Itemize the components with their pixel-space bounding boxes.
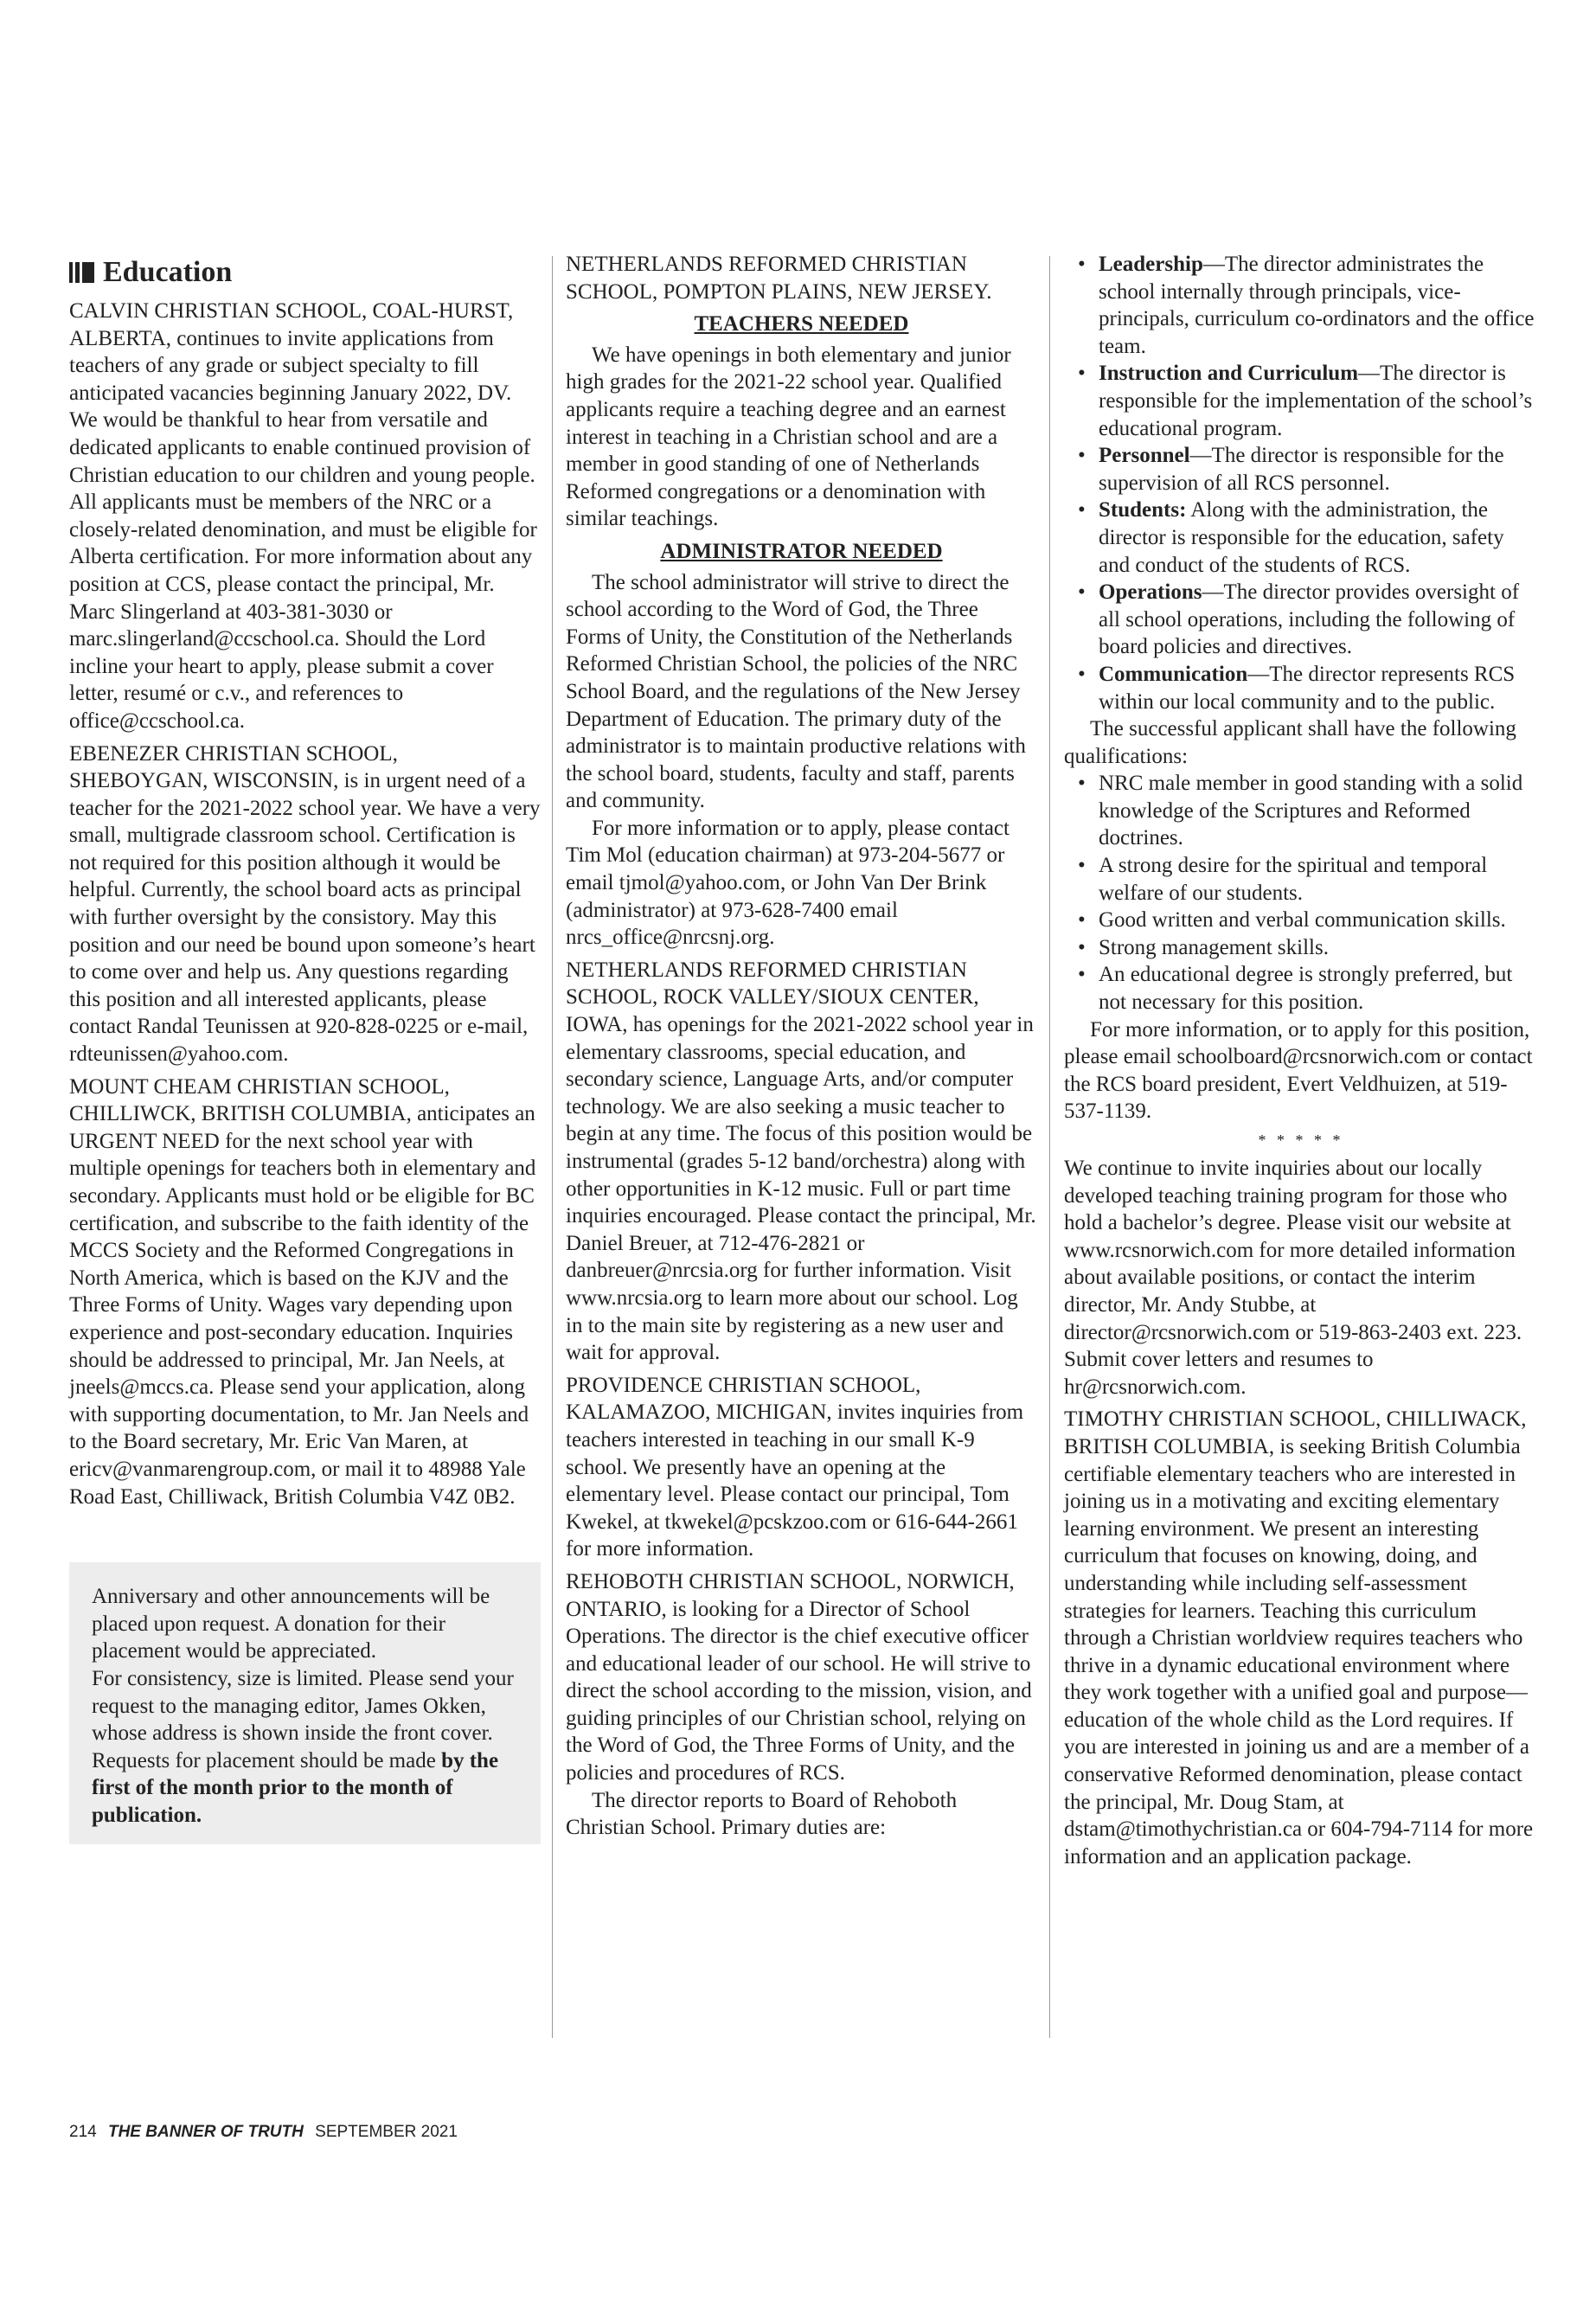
administrator-contact: For more information or to apply, please contact Tim Mol (education chairman) at 973-204-5677 or email tjmol@yahoo.com, or John Van Der Brink (administrator) at 973-628-7400 email nrcs_office@nrcsnj.org. [566,816,1010,950]
publication-title: THE BANNER OF TRUTH [107,2123,304,2141]
section-title: Education [103,256,233,288]
page-footer [69,2123,458,2142]
section-header [69,256,541,289]
qualification-item: • A strong desire for the spiritual and temporal welfare of our students. [1078,852,1538,907]
duty-item: • Operations—The director provides oversight of all school operations, including the following of board policies and directives. [1078,579,1538,661]
qualification-item: • An educational degree is strongly preferred, but not necessary for this position. [1078,961,1538,1016]
rehoboth-contact: For more information, or to apply for this position, please email schoolboard@rcsnorwich.com or contact the RCS board president, Evert Veldhuizen, at 519-537-1139. [1064,1017,1533,1124]
duty-item: • Communication—The director represents RCS within our local community and to the public. [1078,661,1538,715]
ad-timothy-christian: TIMOTHY CHRISTIAN SCHOOL, CHILLIWACK, BRITISH COLUMBIA, is seeking British Columbia certifiable elementary teachers who are interested in joining us in a motivating and exciting elementary learning environment. We present an interesting curriculum that focuses on knowing, doing, and understanding while including self-assessment strategies for learners. Teaching this curriculum through a Christian worldview requires teachers who thrive in a dynamic educational environment where they work together with a unified goal and purpose—education of the whole child as the Lord requires. If you are interested in joining us and are a member of a conservative Reformed denomination, please contact the principal, Mr. Doug Stam, at dstam@timothychristian.ca or 604-794-7114 for more information and an application package. [1064,1407,1534,1868]
duty-item: • Leadership—The director administrates the school internally through principals, vice-principals, curriculum co-ordinators and the office team. [1078,251,1538,360]
ad-mount-cheam: MOUNT CHEAM CHRISTIAN SCHOOL, CHILLIWCK, BRITISH COLUMBIA, anticipates an URGENT NEED for the next school year with multiple openings for teachers both in elementary and secondary. Applicants must hold or be eligible for BC certification, and subscribe to the faith identity of the MCCS Society and the Reformed Congregations in North America, which is based on the KJV and the Three Forms of Unity. Wages vary depending upon experience and post-secondary education. Inquiries should be addressed to principal, Mr. Jan Neels, at jneels@mccs.ca. Please send your application, along with supporting documentation, to Mr. Jan Neels and to the Board secretary, Mr. Eric Van Maren, at ericv@vanmarengroup.com, or mail it to 48988 Yale Road East, Chilliwack, British Columbia V4Z 0B2. [69,1074,536,1509]
announcements-notice-box [69,1562,541,1844]
ad-providence-christian: PROVIDENCE CHRISTIAN SCHOOL, KALAMAZOO, MICHIGAN, invites inquiries from teachers interested in teaching in our small K-9 school. We presently have an opening at the elementary level. Please contact our principal, Tom Kwekel, at tkwekel@pcskzoo.com or 616-644-2661 for more information. [566,1373,1024,1561]
column-2 [566,251,1037,1842]
column-1 [69,251,541,1844]
teachers-needed-heading: TEACHERS NEEDED [694,312,909,336]
rehoboth-reports: The director reports to Board of Rehoboth Christian School. Primary duties are: [566,1788,958,1840]
notice-deadline: by the first of the month prior to the month of publication. [92,1748,499,1827]
column-3 [1064,251,1538,1870]
column-rule-1 [552,256,553,2038]
qualifications-intro: The successful applicant shall have the following qualifications: [1064,717,1516,768]
ad-ebenezer-christian: EBENEZER CHRISTIAN SCHOOL, SHEBOYGAN, WISCONSIN, is in urgent need of a teacher for the 2021-2022 school year. We have a very small, multigrade classroom school. Certification is not required for this position although it would be helpful. Currently, the school board acts as principal with further oversight by the consistory. May this position and our need be bound upon someone’s heart to come over and help us. Any questions regarding this position and all interested applicants, please contact Randal Teunissen at 920-828-0225 or e-mail, rdteunissen@yahoo.com. [69,741,541,1067]
notice-paragraph-1: Anniversary and other announcements will be placed upon request. A donation for their placement would be appreciated. [92,1585,490,1663]
qualification-item: • NRC male member in good standing with a solid knowledge of the Scriptures and Reformed doctrines. [1078,770,1538,852]
administrator-needed-heading: ADMINISTRATOR NEEDED [660,539,943,563]
notice-text: For consistency, size is limited. Please send your request to the managing editor, James Okken, whose address is shown inside the front cover. Requests for placement should be made [92,1666,514,1772]
duty-item: • Students: Along with the administration, the director is responsible for the education, safety and conduct of the students of RCS. [1078,497,1538,579]
page-number: 214 [69,2123,97,2141]
ad-rehoboth-christian: REHOBOTH CHRISTIAN SCHOOL, NORWICH, ONTARIO, is looking for a Director of School Operations. The director is the chief executive officer and educational leader of our school. He will strive to direct the school according to the mission, vision, and guiding principles of our Christian school, relying on the Word of God, the Three Forms of Unity, and the policies and procedures of RCS. [566,1569,1032,1785]
notice-paragraph-2 [92,1665,522,1830]
column-rule-2 [1049,256,1050,2038]
issue-date: SEPTEMBER 2021 [315,2123,458,2141]
duty-item: • Personnel—The director is responsible for the supervision of all RCS personnel. [1078,442,1538,497]
qualification-item: • Good written and verbal communication skills. [1078,907,1538,934]
separator-stars: * * * * * [1258,1131,1344,1149]
teachers-needed-text: We have openings in both elementary and junior high grades for the 2021-22 school year. Qualified applicants require a teaching degree and an earnest interest in teaching in a Christian school and are a member in good standing of one of Netherlands Reformed congregations or a denomination with similar teachings. [566,343,1011,531]
duty-item: • Instruction and Curriculum—The director is responsible for the implementation of the school’s educational program. [1078,360,1538,442]
ad-calvin-christian: CALVIN CHRISTIAN SCHOOL, COAL-HURST, ALBERTA, continues to invite applications from teachers of any grade or subject specialty to fill anticipated vacancies beginning January 2022, DV. We would be thankful to hear from versatile and dedicated applicants to enable continued provision of Christian education to our children and young people. All applicants must be members of the NRC or a closely-related denomination, and must be eligible for Alberta certification. For more information about any position at CCS, please contact the principal, Mr. Marc Slingerland at 403-381-3030 or marc.slingerland@ccschool.ca. Should the Lord incline your heart to apply, please submit a cover letter, resumé or c.v., and references to office@ccschool.ca. [69,299,537,733]
administrator-needed-text: The school administrator will strive to direct the school according to the Word of God, the Three Forms of Unity, the Constitution of the Netherlands Reformed Christian School, the policies of the NRC School Board, and the regulations of the New Jersey Department of Education. The primary duty of the administrator is to maintain productive relations with the school board, students, faculty and staff, parents and community. [566,570,1026,813]
ad-nrcs-pompton-head: NETHERLANDS REFORMED CHRISTIAN SCHOOL, POMPTON PLAINS, NEW JERSEY. [566,253,992,304]
ad-nrcs-rock-valley: NETHERLANDS REFORMED CHRISTIAN SCHOOL, ROCK VALLEY/SIOUX CENTER, IOWA, has openings for the 2021-2022 school year in elementary classrooms, special education, and secondary science, Language Arts, and/or computer technology. We are also seeking a music teacher to begin at any time. The focus of this position would be instrumental (grades 5-12 band/orchestra) along with other opportunities in K-12 music. Full or part time inquiries encouraged. Please contact the principal, Mr. Daniel Breuer, at 712-476-2821 or danbreuer@nrcsia.org for further information. Visit www.nrcsia.org to learn more about our school. Log in to the main site by registering as a new user and wait for approval. [566,958,1036,1365]
section-bars-icon [69,262,94,283]
qualification-item: • Strong management skills. [1078,934,1538,962]
teaching-training-program: We continue to invite inquiries about our locally developed teaching training program for those who hold a bachelor’s degree. Please visit our website at www.rcsnorwich.com for more detailed information about available positions, or contact the interim director, Mr. Andy Stubbe, at director@rcsnorwich.com or 519-863-2403 ext. 223. Submit cover letters and resumes to hr@rcsnorwich.com. [1064,1157,1522,1399]
qualifications-list [1064,770,1538,1016]
duties-list [1064,251,1538,715]
